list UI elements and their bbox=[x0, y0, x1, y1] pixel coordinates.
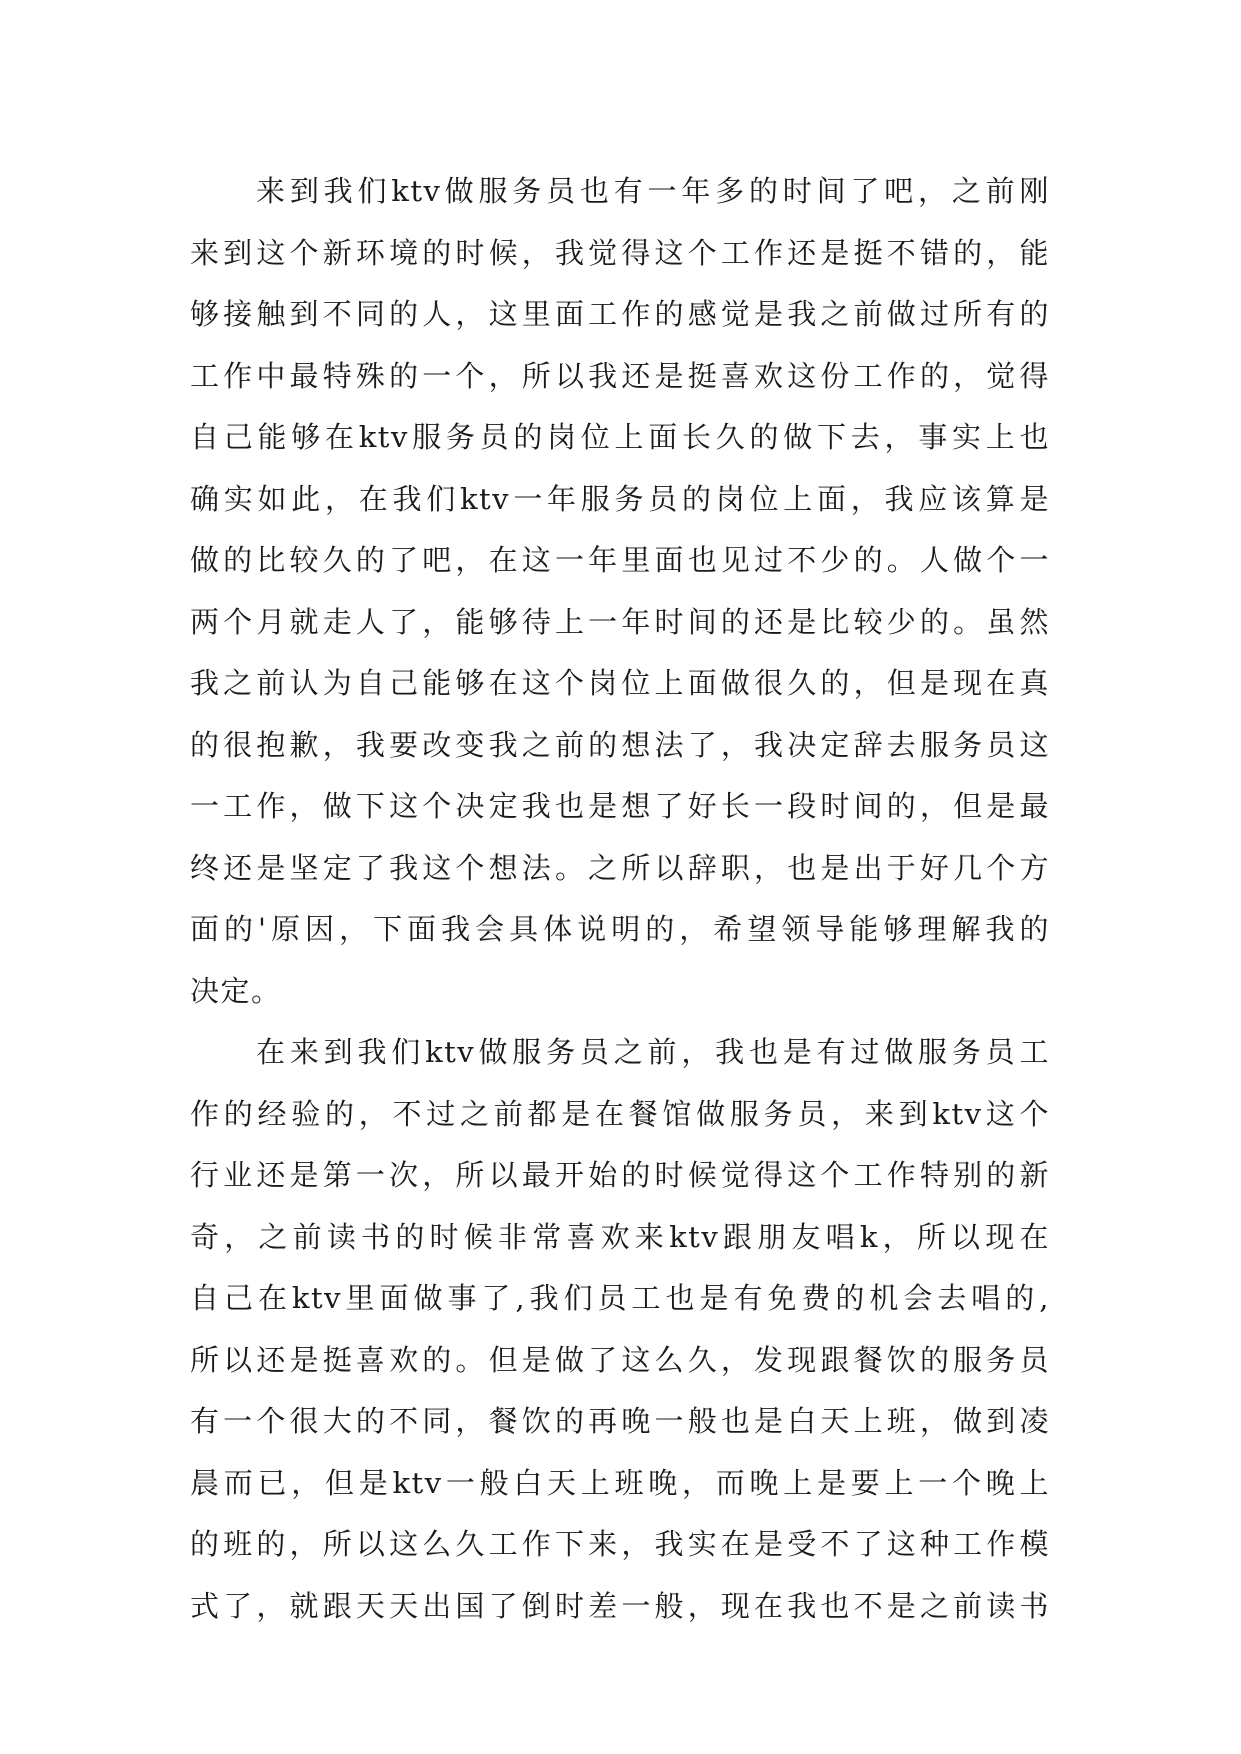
text-line: 所以还是挺喜欢的。但是做了这么久，发现跟餐饮的服务员 bbox=[190, 1342, 1050, 1377]
text-line: 决定。 bbox=[190, 973, 282, 1008]
text-line: 的班的，所以这么久工作下来，我实在是受不了这种工作模 bbox=[190, 1527, 1050, 1561]
text-line: 一工作，做下这个决定我也是想了好长一段时间的，但是最 bbox=[190, 789, 1050, 823]
text-line: 终还是坚定了我这个想法。之所以辞职，也是出于好几个方 bbox=[190, 850, 1050, 885]
text-line: 晨而已，但是ktv一般白天上班晚，而晚上是要上一个晚上 bbox=[190, 1465, 1050, 1500]
paragraph-2 bbox=[190, 1022, 1050, 1637]
text-line: 来到这个新环境的时候，我觉得这个工作还是挺不错的，能 bbox=[190, 235, 1050, 270]
text-line: 作的经验的，不过之前都是在餐馆做服务员，来到ktv这个 bbox=[190, 1096, 1050, 1131]
text-line: 在来到我们ktv做服务员之前，我也是有过做服务员工 bbox=[256, 1035, 1050, 1069]
document-body bbox=[190, 161, 1050, 1637]
text-line: 的很抱歉，我要改变我之前的想法了，我决定辞去服务员这 bbox=[190, 727, 1050, 762]
text-line: 奇，之前读书的时候非常喜欢来ktv跟朋友唱k，所以现在 bbox=[190, 1219, 1050, 1254]
text-line: 两个月就走人了，能够待上一年时间的还是比较少的。虽然 bbox=[190, 604, 1050, 639]
text-line: 工作中最特殊的一个，所以我还是挺喜欢这份工作的，觉得 bbox=[190, 358, 1050, 393]
text-line: 自己在ktv里面做事了,我们员工也是有免费的机会去唱的, bbox=[190, 1281, 1050, 1315]
text-line: 来到我们ktv做服务员也有一年多的时间了吧，之前刚 bbox=[256, 174, 1050, 208]
text-line: 我之前认为自己能够在这个岗位上面做很久的，但是现在真 bbox=[190, 666, 1050, 700]
text-line: 式了，就跟天天出国了倒时差一般，现在我也不是之前读书 bbox=[190, 1588, 1050, 1623]
text-line: 有一个很大的不同，餐饮的再晚一般也是白天上班，做到凌 bbox=[190, 1404, 1050, 1438]
text-line: 行业还是第一次，所以最开始的时候觉得这个工作特别的新 bbox=[190, 1158, 1050, 1192]
text-line: 自己能够在ktv服务员的岗位上面长久的做下去，事实上也 bbox=[190, 420, 1050, 454]
text-line: 够接触到不同的人，这里面工作的感觉是我之前做过所有的 bbox=[190, 297, 1050, 331]
paragraph-1 bbox=[190, 161, 1050, 1022]
text-line: 确实如此，在我们ktv一年服务员的岗位上面，我应该算是 bbox=[190, 481, 1050, 516]
text-line: 做的比较久的了吧，在这一年里面也见过不少的。人做个一 bbox=[190, 543, 1050, 577]
text-line: 面的'原因，下面我会具体说明的，希望领导能够理解我的 bbox=[190, 912, 1050, 946]
